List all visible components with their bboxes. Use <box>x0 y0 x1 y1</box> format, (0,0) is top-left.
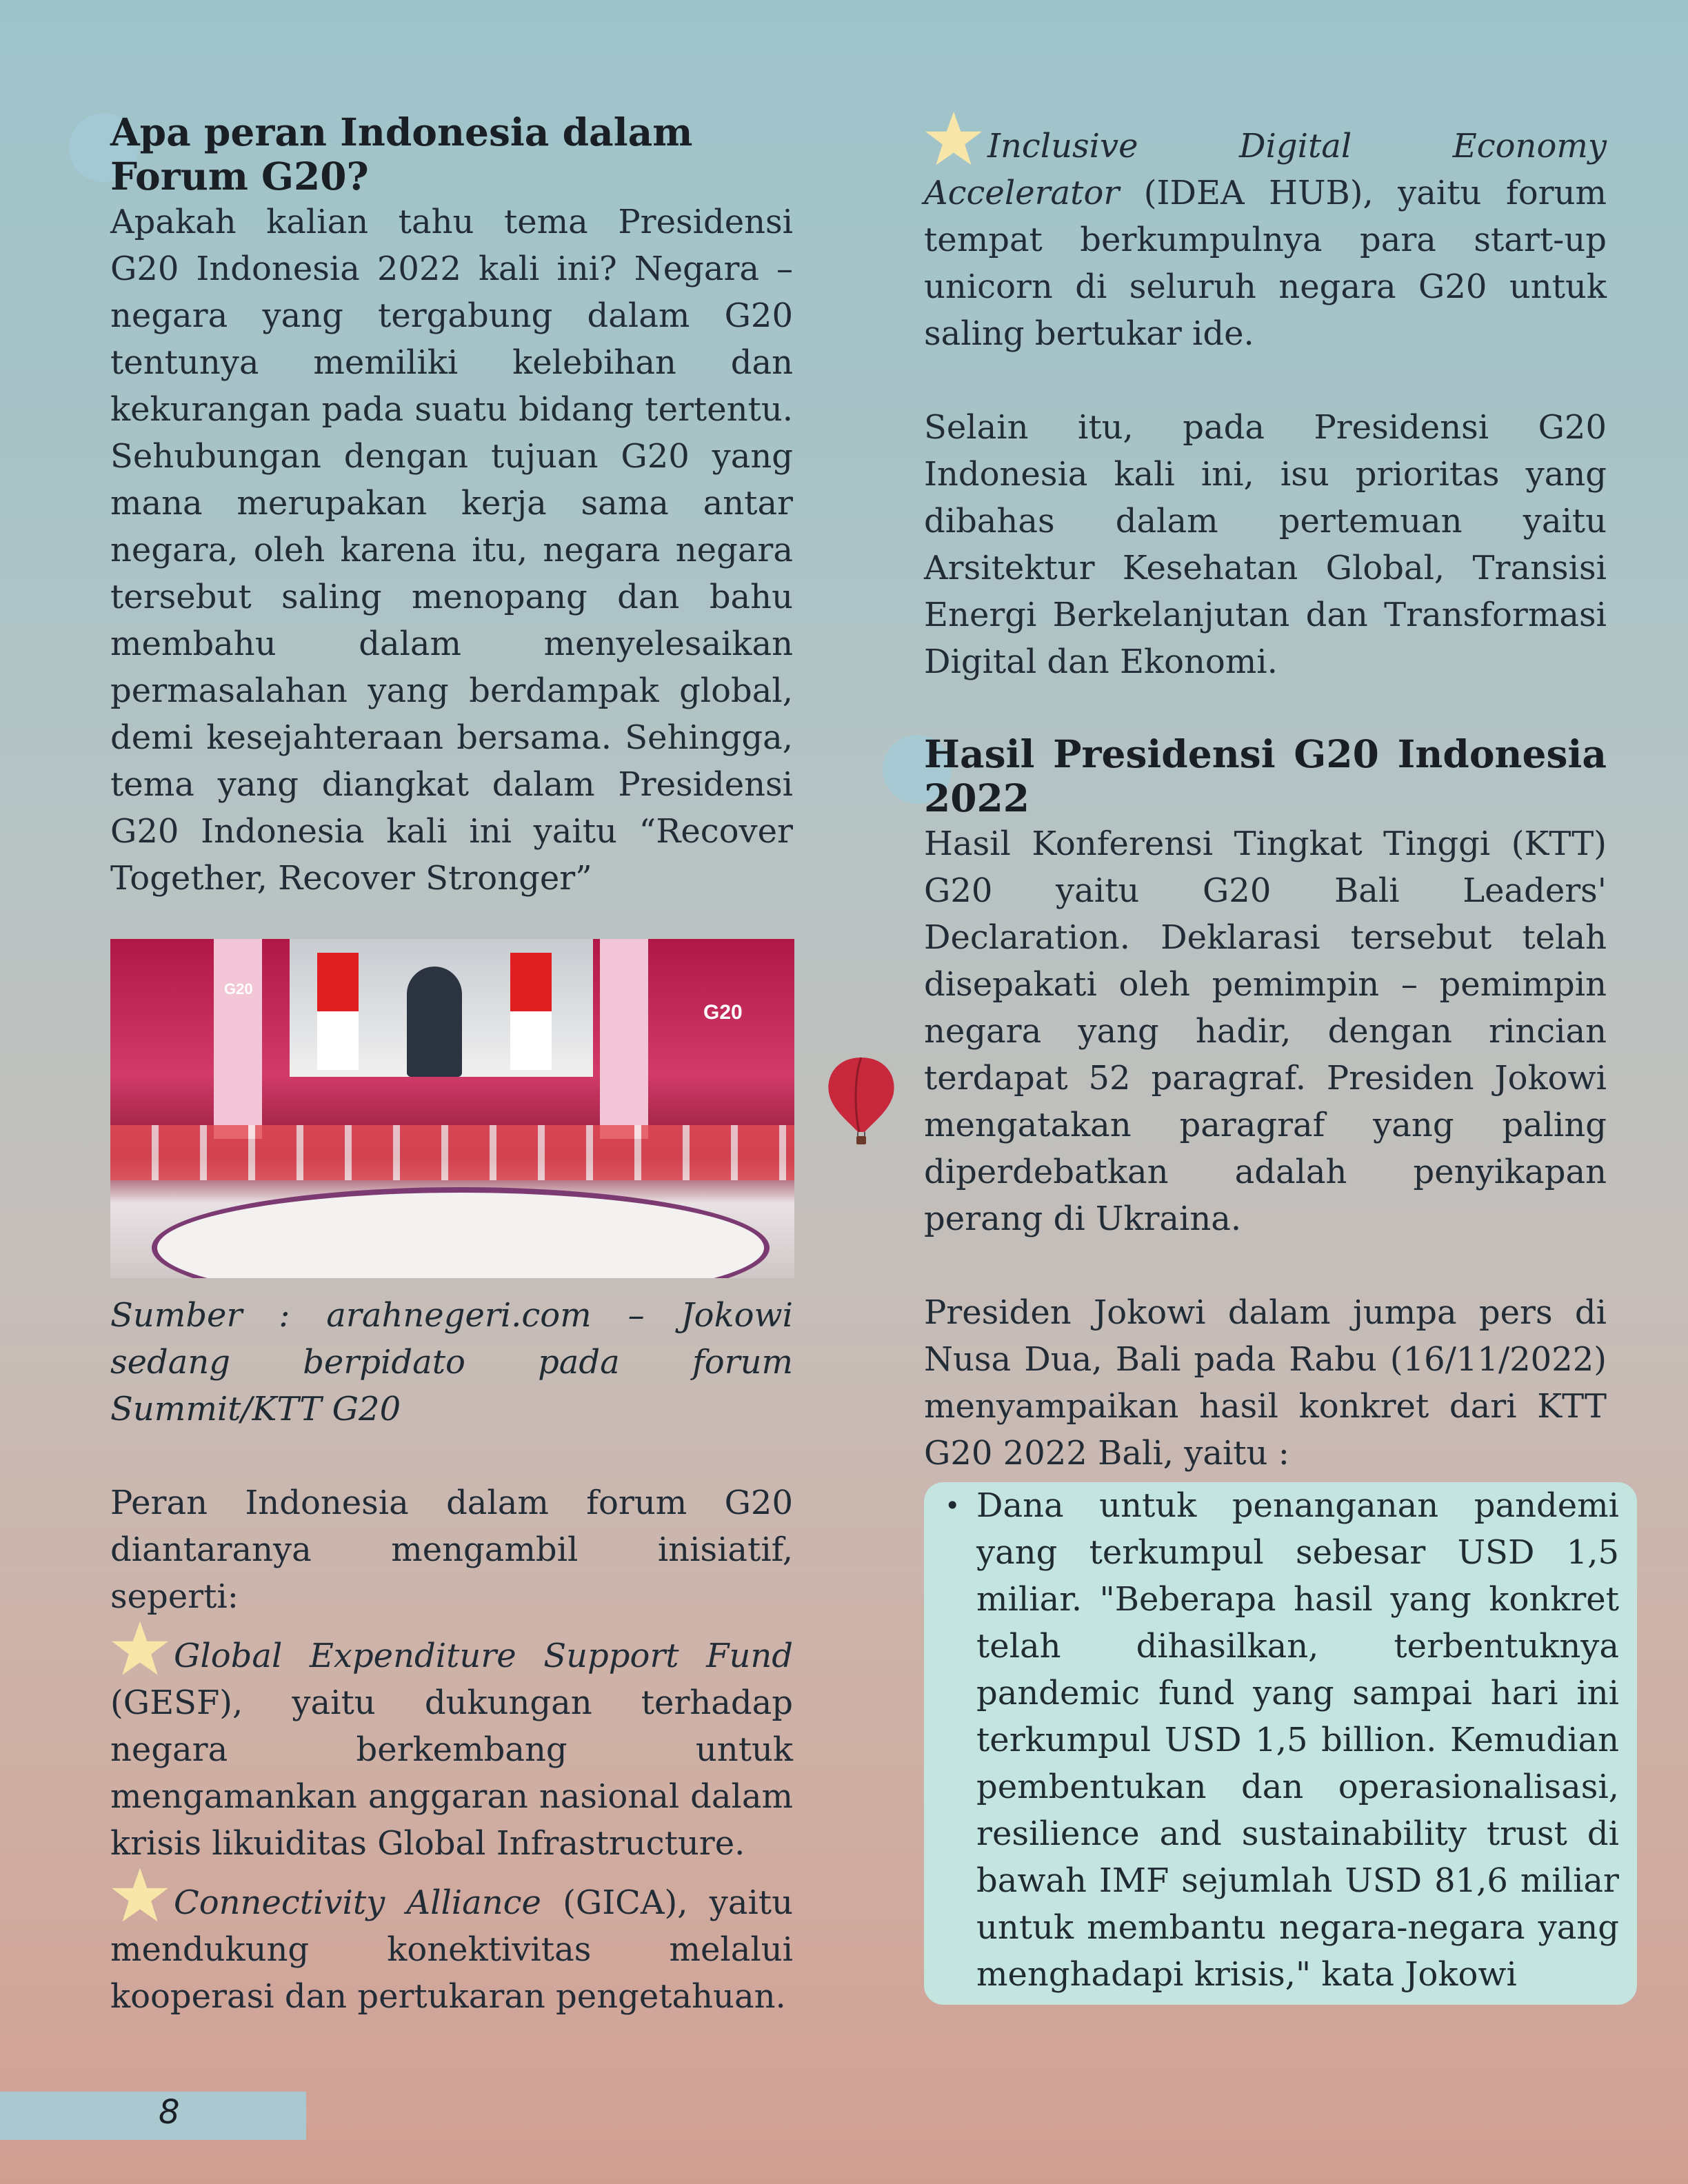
initiative-gica: Connectivity Alliance (GICA), yaitu mendukung konektivitas melalui kooperasi dan pertukaran pengetahuan. <box>110 1867 793 2020</box>
peran-intro: Peran Indonesia dalam forum G20 diantaranya mengambil inisiatif, seperti: <box>110 1484 793 1616</box>
star-icon <box>110 1620 170 1677</box>
jumpa-pers-paragraph: Presiden Jokowi dalam jumpa pers di Nusa Dua, Bali pada Rabu (16/11/2022) menyampaikan hasil konkret dari KTT G20 2022 Bali, yaitu : <box>924 1293 1607 1473</box>
photo-pillar <box>600 939 648 1139</box>
page-number: 8 <box>159 2093 180 2132</box>
speaker-figure <box>407 967 462 1077</box>
indonesian-flag <box>510 953 552 1070</box>
priority-paragraph: Selain itu, pada Presidensi G20 Indonesia kali ini, isu prioritas yang dibahas dalam pertemuan yaitu Arsitektur Kesehatan Global, Transisi Energi Berkelanjutan dan Transformasi Digital dan Ekonomi. <box>924 408 1607 681</box>
hasil-paragraph: Hasil Konferensi Tingkat Tinggi (KTT) G20 yaitu G20 Bali Leaders' Declaration. Deklarasi tersebut telah disepakati oleh pemimpin – pemimpin negara yang hadir, dengan rincian terdapat 52 paragraf. Presiden Jokowi mengatakan paragraf yang paling diperdebatkan adalah penyikapan perang di Ukraina. <box>924 825 1607 1238</box>
summit-photo <box>110 939 794 1278</box>
photo-pillar <box>214 939 262 1139</box>
photo-g20-label: G20 <box>224 980 253 998</box>
star-icon <box>924 110 983 167</box>
section-heading-hasil: Hasil Presidensi G20 Indonesia 2022 <box>924 732 1607 820</box>
star-icon <box>110 1867 170 1923</box>
list-item: • Dana untuk penanganan pandemi yang terkumpul sebesar USD 1,5 miliar. "Beberapa hasil yang konkret telah dihasilkan, terbentuknya pandemic fund yang sampai hari ini terkumpul USD 1,5 billion. Kemudian pembentukan dan operasionalisasi, resilience and sustainability trust di bawah IMF sejumlah USD 81,6 miliar untuk membantu negara-negara yang menghadapi krisis," kata Jokowi <box>976 1482 1619 1998</box>
right-column <box>924 110 1619 2005</box>
indonesian-flag <box>317 953 359 1070</box>
initiative-idea-hub: Inclusive Digital Economy Accelerator (IDEA HUB), yaitu forum tempat berkumpulnya para start-up unicorn di seluruh negara G20 untuk saling bertukar ide. <box>924 110 1607 357</box>
photo-stage <box>152 1187 770 1278</box>
page-number-bar <box>0 2092 306 2140</box>
intro-paragraph: Apakah kalian tahu tema Presidensi G20 Indonesia 2022 kali ini? Negara – negara yang tergabung dalam G20 tentunya memiliki kelebihan dan kekurangan pada suatu bidang tertentu. Sehubungan dengan tujuan G20 yang mana merupakan kerja sama antar negara, oleh karena itu, negara negara tersebut saling menopang dan bahu membahu dalam menyelesaikan permasalahan yang berdampak global, demi kesejahteraan bersama. Sehingga, tema yang diangkat dalam Presidensi G20 Indonesia kali ini yaitu “Recover Together, Recover Stronger” <box>110 203 793 898</box>
left-column <box>110 110 793 2020</box>
photo-desks <box>110 1125 794 1180</box>
results-list <box>941 1482 1619 1998</box>
results-box <box>924 1482 1637 2005</box>
photo-caption: Sumber : arahnegeri.com – Jokowi sedang berpidato pada forum Summit/KTT G20 <box>110 1296 793 1428</box>
hot-air-balloon-icon <box>823 1055 899 1151</box>
photo-g20-logo-text: G20 <box>703 1001 743 1024</box>
section-heading-peran: Apa peran Indonesia dalam Forum G20? <box>110 110 793 199</box>
initiative-gesf: Global Expenditure Support Fund (GESF), yaitu dukungan terhadap negara berkembang untuk mengamankan anggaran nasional dalam krisis likuiditas Global Infrastructure. <box>110 1620 793 1867</box>
